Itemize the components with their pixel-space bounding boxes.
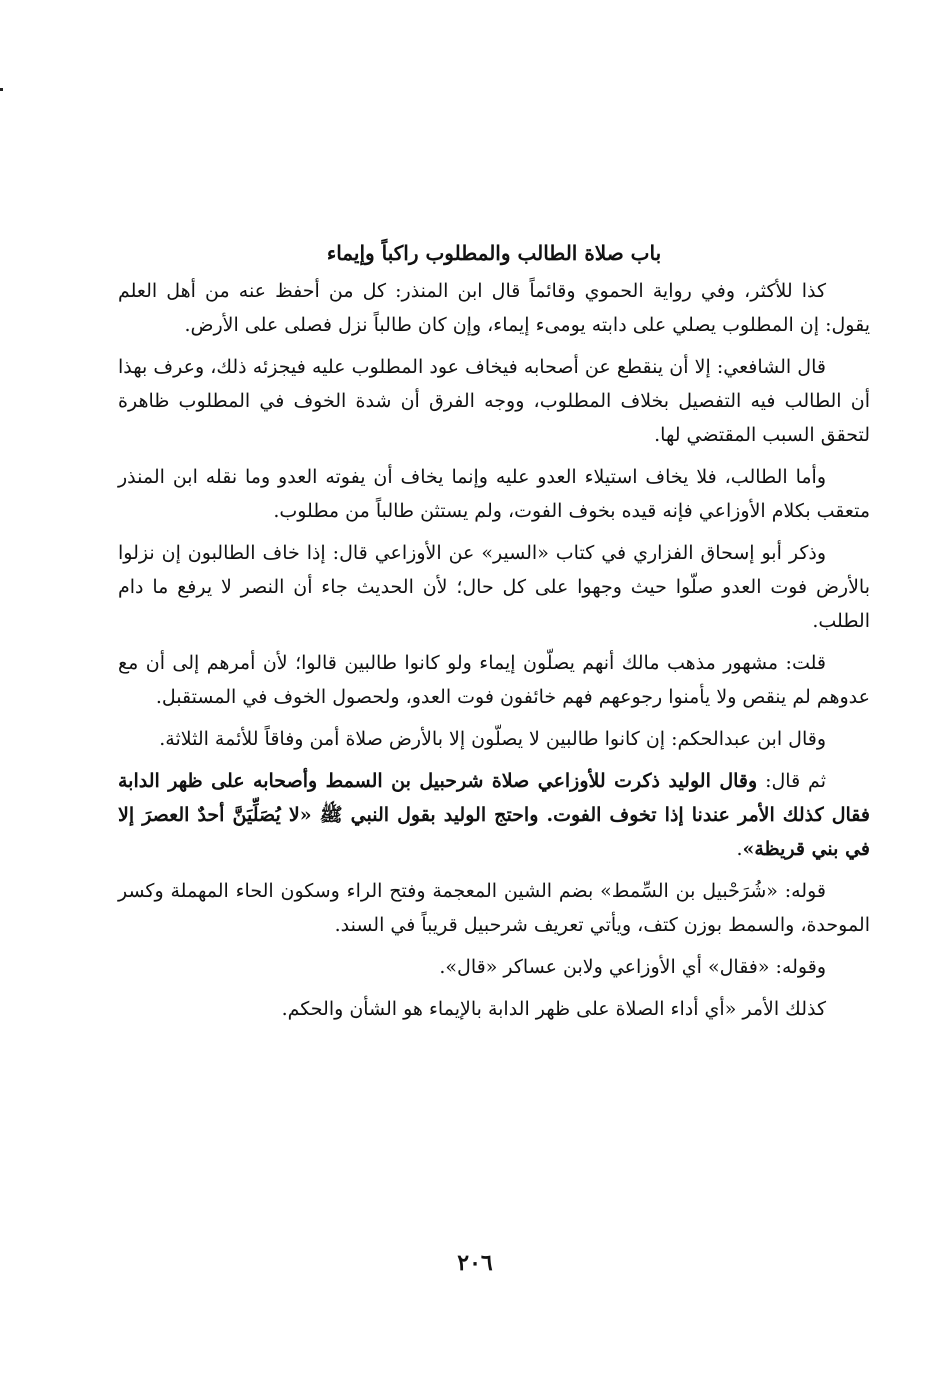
paragraph-7-quote: وقال الوليد ذكرت للأوزاعي صلاة شرحبيل بن السمط وأصحابه على ظهر الدابة فقال كذلك الأمر عندنا إذا تخوف الفوت. واحتج الوليد بقول النبي ﷺ «لا يُصَلِّيَنَّ أحدٌ العصرَ إلا في بني قريظة» [118,770,870,860]
paragraph-6: وقال ابن عبدالحكم: إن كانوا طالبين لا يصلّون إلا بالأرض صلاة أمن وفاقاً للأئمة الثلاثة. [159,728,826,750]
paragraph-4: وذكر أبو إسحاق الفزاري في كتاب «السير» عن الأوزاعي قال: إذا خاف الطالبون إن نزلوا بالأرض فوت العدو صلّوا حيث وجهوا على كل حال؛ لأن الحديث جاء أن النصر لا يرفع ما دام الطلب. [118,542,870,632]
paragraph-2: قال الشافعي: إلا أن ينقطع عن أصحابه فيخاف عود المطلوب عليه فيجزئه ذلك، وعرف بهذا أن الطالب فيه التفصيل بخلاف المطلوب، ووجه الفرق أن شدة الخوف في المطلوب ظاهرة لتحقق السبب المقتضي لها. [118,356,870,446]
paragraph-1: كذا للأكثر، وفي رواية الحموي وقائماً قال ابن المنذر: كل من أحفظ عنه من أهل العلم يقول: إن المطلوب يصلي على دابته يومىء إيماء، وإن كان طالباً نزل فصلى على الأرض. [118,280,870,336]
paragraph-7 [118,764,870,866]
chapter-title: باب صلاة الطالب والمطلوب راكباً وإيماء [326,241,662,265]
paragraph-8: قوله: «شُرَحْبيل بن السِّمط» بضم الشين المعجمة وفتح الراء وسكون الحاء المهملة وكسر الموحدة، والسمط بوزن كتف، ويأتي تعريف شرحبيل قريباً في السند. [118,880,870,936]
paragraph-7-end: . [736,838,743,860]
paragraph-5: قلت: مشهور مذهب مالك أنهم يصلّون إيماء ولو كانوا طالبين قالوا؛ لأن أمرهم إلى أن مع عدوهم لم ينقص ولا يأمنوا رجوعهم فهم خائفون فوت العدو، ولحصول الخوف في المستقبل. [118,652,870,708]
paragraph-9: وقوله: «فقال» أي الأوزاعي ولابن عساكر «قال». [439,956,826,978]
paragraph-3: وأما الطالب، فلا يخاف استيلاء العدو عليه وإنما يخاف أن يفوته العدو وما نقله ابن المنذر متعقب بكلام الأوزاعي فإنه قيده بخوف الفوت، ولم يستثن طالباً من مطلوب. [118,466,870,522]
margin-mark [0,88,3,91]
paragraph-7-lead: ثم قال: [757,770,826,792]
page-body [118,236,870,1034]
paragraph-10: كذلك الأمر «أي أداء الصلاة على ظهر الدابة بالإيماء هو الشأن والحكم. [281,998,826,1020]
page-number: ٢٠٦ [457,1250,493,1276]
